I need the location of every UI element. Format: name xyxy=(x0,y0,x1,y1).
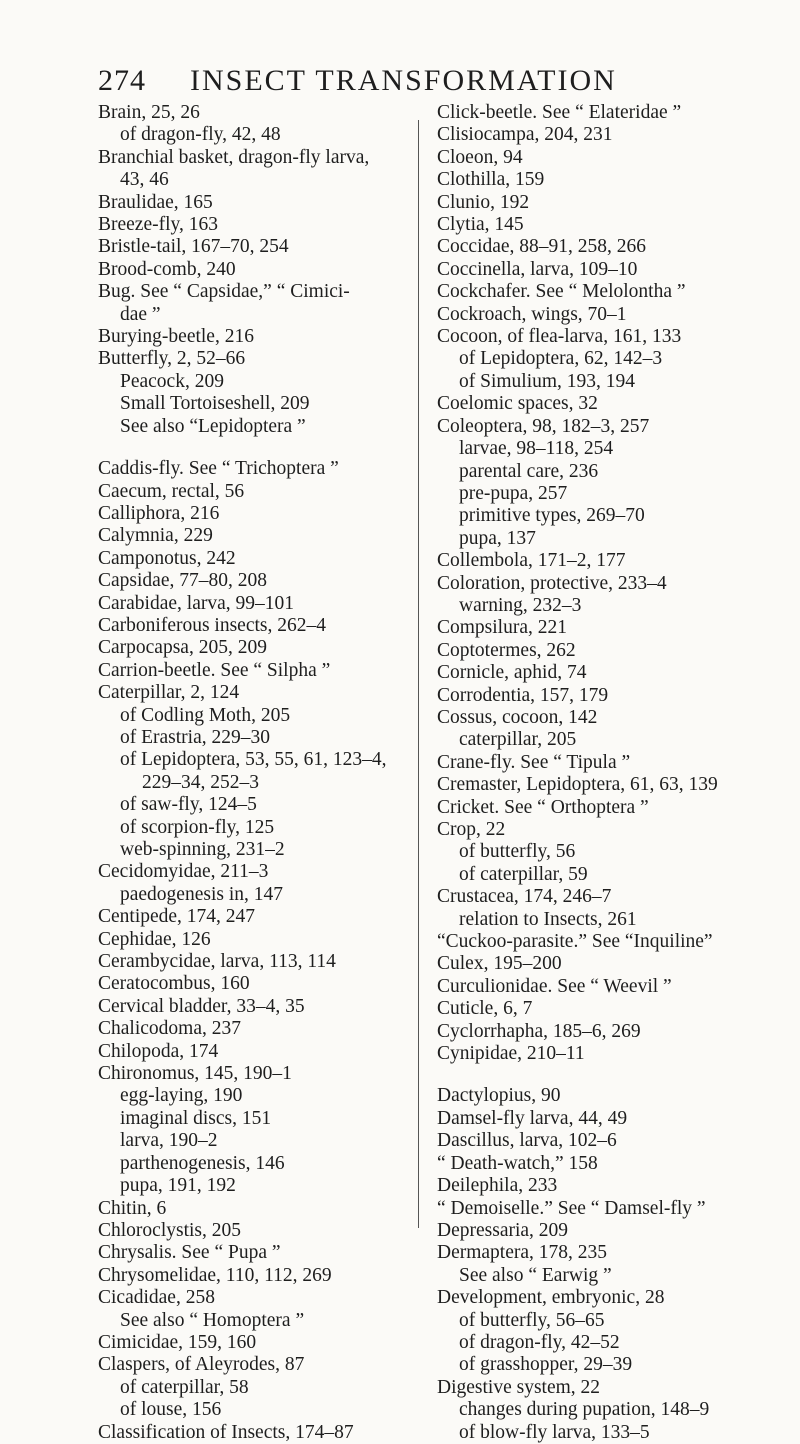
index-entry: Caterpillar, 2, 124 xyxy=(98,682,240,704)
index-subentry: parthenogenesis, 146 xyxy=(120,1152,285,1174)
index-entry: Corrodentia, 157, 179 xyxy=(437,684,609,706)
index-entry: Cyclorrhapha, 185–6, 269 xyxy=(437,1020,641,1042)
index-subentry: 43, 46 xyxy=(120,169,169,191)
index-entry: Chrysomelidae, 110, 112, 269 xyxy=(98,1264,332,1286)
column-divider xyxy=(418,120,419,1228)
index-subentry: See also “ Homoptera ” xyxy=(120,1309,305,1331)
index-entry: Carboniferous insects, 262–4 xyxy=(98,614,327,636)
index-subentry: See also “ Earwig ” xyxy=(459,1264,612,1286)
index-subentry: of Simulium, 193, 194 xyxy=(459,370,636,392)
index-subentry: See also “Lepidoptera ” xyxy=(120,415,306,437)
index-entry: Crop, 22 xyxy=(437,819,506,840)
page-header xyxy=(98,62,718,100)
index-subentry: Peacock, 209 xyxy=(120,370,224,392)
index-entry: Coccidae, 88–91, 258, 266 xyxy=(437,236,647,258)
index-entry: Bristle-tail, 167–70, 254 xyxy=(98,236,289,258)
index-subentry: web-spinning, 231–2 xyxy=(120,839,285,860)
index-subentry: of blow-fly larva, 133–5 xyxy=(459,1421,650,1443)
index-subentry: of caterpillar, 59 xyxy=(459,863,588,885)
index-column-right xyxy=(437,102,787,1444)
index-subentry: imaginal discs, 151 xyxy=(120,1107,272,1129)
index-subentry: of Lepidoptera, 62, 142–3 xyxy=(459,348,663,370)
index-entry: Coelomic spaces, 32 xyxy=(437,393,598,415)
index-subentry: larva, 190–2 xyxy=(120,1130,218,1152)
index-entry: Cricket. See “ Orthoptera ” xyxy=(437,796,649,818)
index-entry: Calymnia, 229 xyxy=(98,525,213,547)
index-entry: Burying-beetle, 216 xyxy=(98,326,254,348)
index-entry: Cecidomyidae, 211–3 xyxy=(98,861,269,883)
index-entry: Butterfly, 2, 52–66 xyxy=(98,348,246,370)
index-subentry: of scorpion-fly, 125 xyxy=(120,816,275,838)
index-entry: Digestive system, 22 xyxy=(437,1376,601,1398)
index-entry: Cephidae, 126 xyxy=(98,928,211,950)
index-entry: Cockchafer. See “ Melolontha ” xyxy=(437,281,686,303)
index-subentry: paedogenesis in, 147 xyxy=(120,883,284,905)
index-entry: Brain, 25, 26 xyxy=(98,102,200,123)
index-entry: Crane-fly. See “ Tipula ” xyxy=(437,751,631,773)
index-entry: Coleoptera, 98, 182–3, 257 xyxy=(437,415,650,437)
index-entry: Carrion-beetle. See “ Silpha ” xyxy=(98,659,331,681)
index-entry: Chironomus, 145, 190–1 xyxy=(98,1063,292,1085)
index-subentry: of caterpillar, 58 xyxy=(120,1376,249,1398)
index-subentry: of louse, 156 xyxy=(120,1399,222,1421)
index-subentry: relation to Insects, 261 xyxy=(459,908,637,930)
index-entry: “ Demoiselle.” See “ Damsel-fly ” xyxy=(437,1197,706,1219)
index-entry: Click-beetle. See “ Elateridae ” xyxy=(437,102,682,123)
index-entry: “Cuckoo-parasite.” See “Inquiline” xyxy=(437,931,713,953)
index-entry: Clytia, 145 xyxy=(437,214,524,236)
index-entry: Carabidae, larva, 99–101 xyxy=(98,592,295,614)
index-entry: Claspers, of Aleyrodes, 87 xyxy=(98,1354,305,1376)
index-subentry: larvae, 98–118, 254 xyxy=(459,438,614,460)
index-subentry: of dragon-fly, 42–52 xyxy=(459,1331,620,1353)
index-subentry: of saw-fly, 124–5 xyxy=(120,794,257,816)
index-entry: Caddis-fly. See “ Trichoptera ” xyxy=(98,458,339,480)
index-entry: Curculionidae. See “ Weevil ” xyxy=(437,975,672,997)
index-entry: Cuticle, 6, 7 xyxy=(437,998,533,1020)
index-entry: Cloeon, 94 xyxy=(437,146,523,168)
index-entry: Dascillus, larva, 102–6 xyxy=(437,1130,617,1152)
index-entry: Crustacea, 174, 246–7 xyxy=(437,886,612,908)
index-subentry: of dragon-fly, 42, 48 xyxy=(120,124,281,146)
section-gap xyxy=(98,438,433,458)
index-entry: Capsidae, 77–80, 208 xyxy=(98,570,267,592)
index-entry: Clothilla, 159 xyxy=(437,169,545,191)
index-entry: Deilephila, 233 xyxy=(437,1175,558,1197)
index-entry: Coloration, protective, 233–4 xyxy=(437,572,667,594)
page-number: 274 xyxy=(98,64,146,97)
index-subentry: of grasshopper, 29–39 xyxy=(459,1354,633,1376)
index-entry: Dactylopius, 90 xyxy=(437,1085,561,1107)
index-entry: “ Death-watch,” 158 xyxy=(437,1152,598,1174)
index-entry: Coccinella, larva, 109–10 xyxy=(437,258,638,280)
section-gap xyxy=(437,1065,787,1085)
index-entry: Cimicidae, 159, 160 xyxy=(98,1331,257,1353)
index-entry: Chloroclystis, 205 xyxy=(98,1219,242,1241)
index-entry: Culex, 195–200 xyxy=(437,953,562,975)
index-entry: Coptotermes, 262 xyxy=(437,639,576,661)
index-subentry: parental care, 236 xyxy=(459,460,599,482)
index-entry: Bug. See “ Capsidae,” “ Cimici- xyxy=(98,281,350,303)
index-entry: Cossus, cocoon, 142 xyxy=(437,706,598,728)
index-entry: Cornicle, aphid, 74 xyxy=(437,662,587,684)
index-subentry: pupa, 137 xyxy=(459,527,536,549)
index-column-left xyxy=(98,102,433,1444)
index-entry: Camponotus, 242 xyxy=(98,547,236,569)
index-subentry: changes during pupation, 148–9 xyxy=(459,1399,710,1421)
index-entry: Breeze-fly, 163 xyxy=(98,214,219,236)
index-entry: Branchial basket, dragon-fly larva, xyxy=(98,146,370,168)
index-entry: Cicadidae, 258 xyxy=(98,1287,215,1309)
index-subentry: pupa, 191, 192 xyxy=(120,1175,236,1197)
index-entry: Chitin, 6 xyxy=(98,1197,167,1219)
index-subentry: 229–34, 252–3 xyxy=(142,771,259,793)
index-subentry: of Codling Moth, 205 xyxy=(120,704,291,726)
index-subentry: of Erastria, 229–30 xyxy=(120,726,271,748)
index-subentry: of butterfly, 56 xyxy=(459,841,576,863)
index-entry: Compsilura, 221 xyxy=(437,617,567,639)
index-subentry: of Lepidoptera, 53, 55, 61, 123–4, xyxy=(120,749,387,771)
index-entry: Collembola, 171–2, 177 xyxy=(437,550,626,572)
index-entry: Cockroach, wings, 70–1 xyxy=(437,303,627,325)
index-subentry: dae ” xyxy=(120,303,161,325)
index-subentry: warning, 232–3 xyxy=(459,594,582,616)
index-entry: Development, embryonic, 28 xyxy=(437,1287,665,1309)
index-subentry: of butterfly, 56–65 xyxy=(459,1309,605,1331)
index-subentry: pre-pupa, 257 xyxy=(459,482,568,504)
index-entry: Classification of Insects, 174–87 xyxy=(98,1421,354,1443)
index-entry: Cocoon, of flea-larva, 161, 133 xyxy=(437,326,682,348)
index-entry: Cervical bladder, 33–4, 35 xyxy=(98,995,305,1017)
index-entry: Chrysalis. See “ Pupa ” xyxy=(98,1242,281,1264)
index-entry: Dermaptera, 178, 235 xyxy=(437,1242,608,1264)
index-entry: Cremaster, Lepidoptera, 61, 63, 139 xyxy=(437,774,718,796)
index-entry: Chilopoda, 174 xyxy=(98,1040,219,1062)
index-entry: Clunio, 192 xyxy=(437,191,530,213)
index-entry: Calliphora, 216 xyxy=(98,502,220,524)
index-entry: Depressaria, 209 xyxy=(437,1219,569,1241)
index-subentry: egg-laying, 190 xyxy=(120,1085,243,1107)
index-entry: Centipede, 174, 247 xyxy=(98,906,256,928)
index-entry: Carpocapsa, 205, 209 xyxy=(98,637,267,659)
index-entry: Ceratocombus, 160 xyxy=(98,973,250,995)
index-entry: Brood-comb, 240 xyxy=(98,258,236,280)
running-title: INSECT TRANSFORMATION xyxy=(190,64,617,97)
index-subentry: caterpillar, 205 xyxy=(459,729,577,751)
index-entry: Damsel-fly larva, 44, 49 xyxy=(437,1107,628,1129)
index-entry: Chalicodoma, 237 xyxy=(98,1018,241,1040)
index-subentry: primitive types, 269–70 xyxy=(459,505,645,527)
index-entry: Cerambycidae, larva, 113, 114 xyxy=(98,951,336,973)
index-entry: Cynipidae, 210–11 xyxy=(437,1043,585,1065)
index-entry: Caecum, rectal, 56 xyxy=(98,480,245,502)
index-entry: Braulidae, 165 xyxy=(98,191,213,213)
index-subentry: Small Tortoiseshell, 209 xyxy=(120,393,310,415)
index-entry: Clisiocampa, 204, 231 xyxy=(437,124,613,146)
